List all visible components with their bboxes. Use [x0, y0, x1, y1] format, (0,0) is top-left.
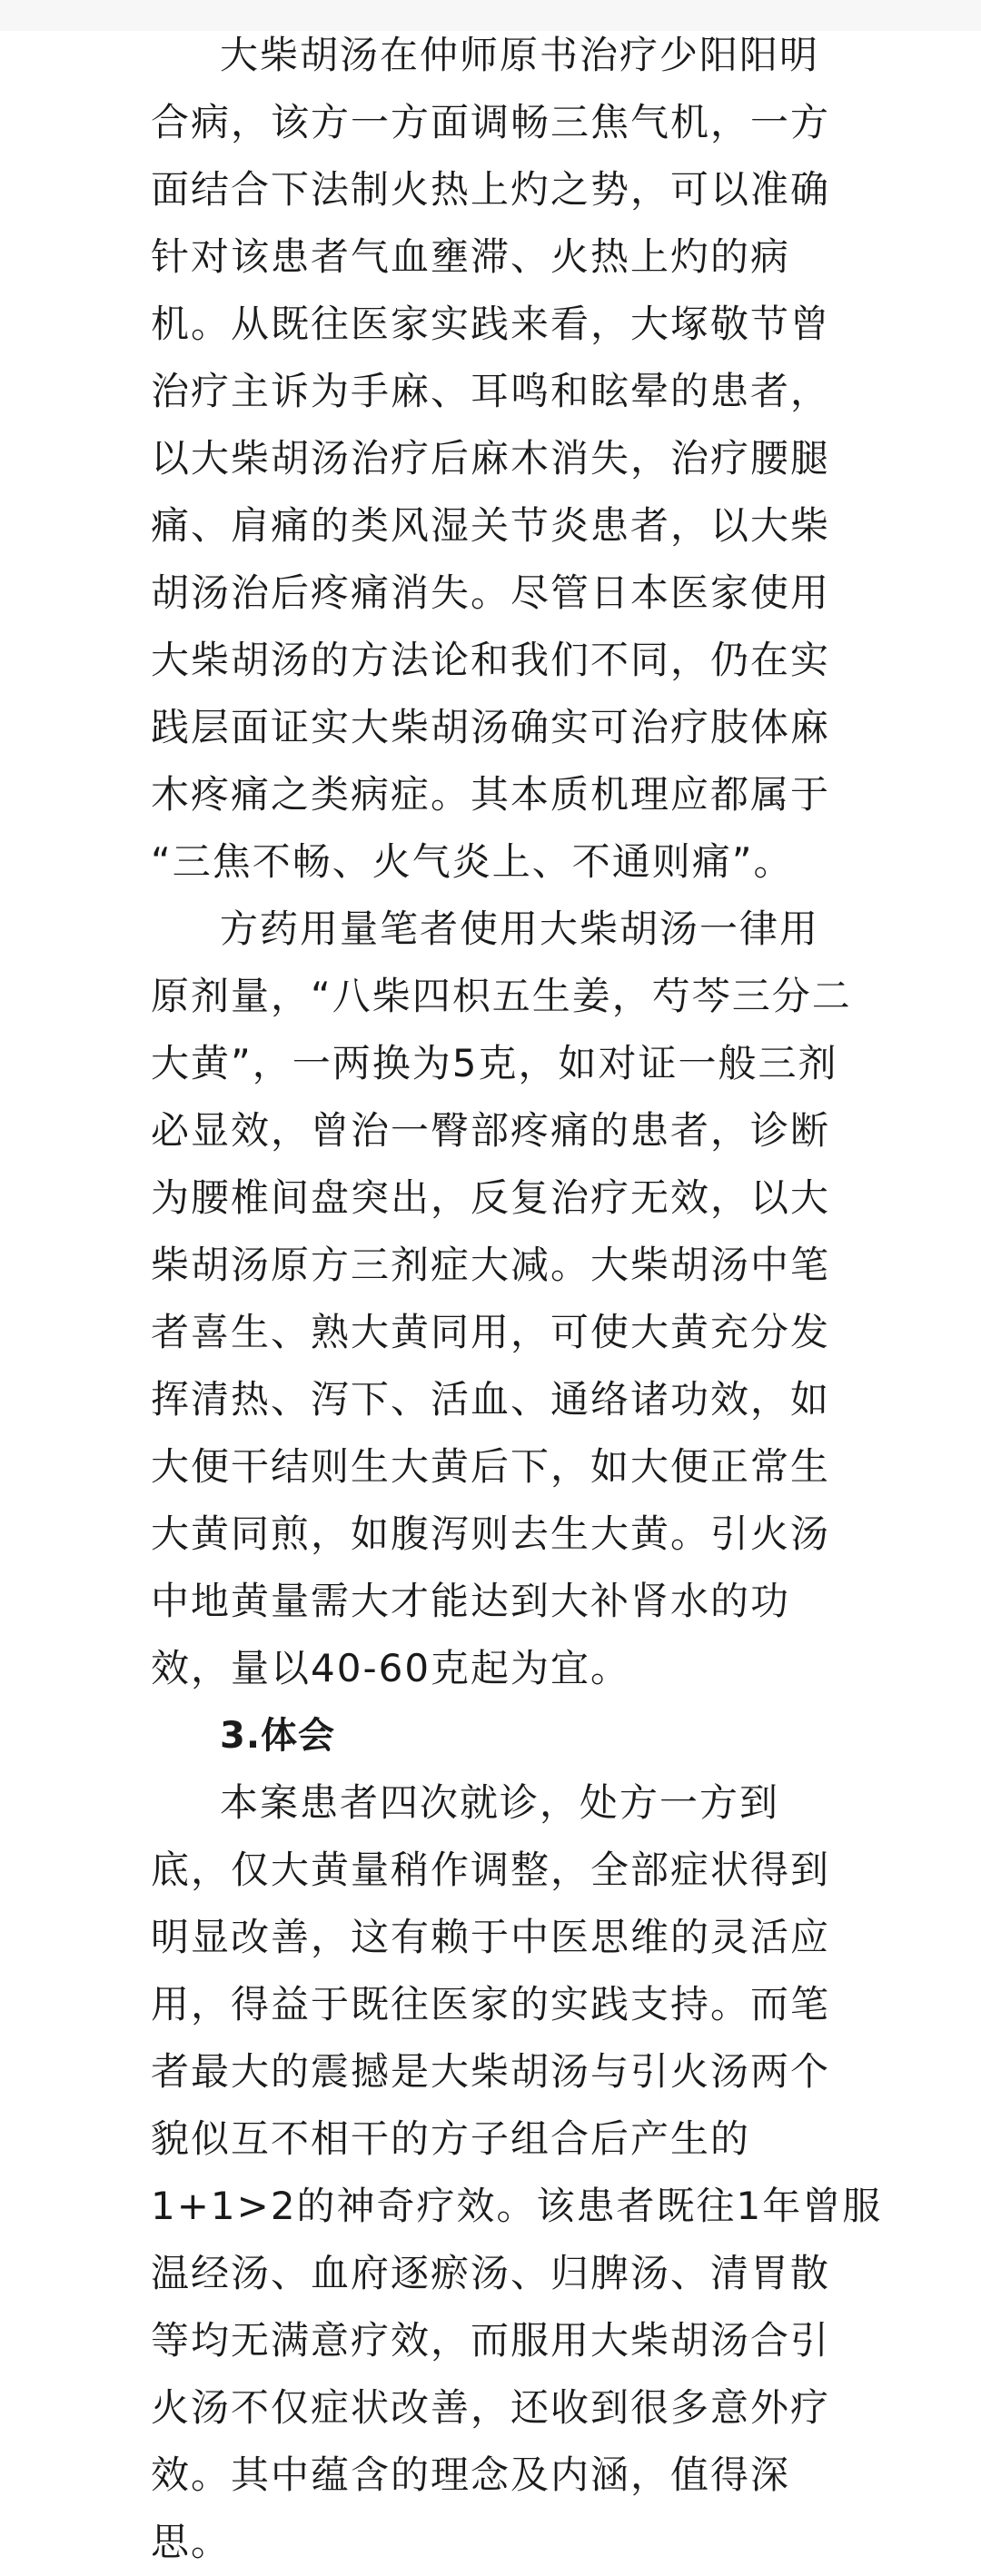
text-line: 木疼痛之类病症。其本质机理应都属于: [151, 772, 831, 817]
text-line: 针对该患者气血壅滞、火热上灼的病: [151, 234, 791, 279]
text-line: 用，得益于既往医家的实践支持。而笔: [151, 1982, 831, 2026]
text-line: 痛、肩痛的类风湿关节炎患者，以大柴: [151, 503, 831, 548]
text-line: 大黄”，一两换为5克，如对证一般三剂: [151, 1041, 838, 1085]
text-line: 温经汤、血府逐瘀汤、归脾汤、清胃散: [151, 2251, 831, 2295]
text-line: 效，量以40-60克起为宜。: [151, 1646, 631, 1690]
text-line: 明显改善，这有赖于中医思维的灵活应: [151, 1915, 831, 1959]
article-body: [151, 22, 883, 2576]
text-line: 挥清热、泻下、活血、通络诸功效，如: [151, 1377, 831, 1422]
text-line: 为腰椎间盘突出，反复治疗无效，以大: [151, 1175, 831, 1220]
text-line: 者最大的震撼是大柴胡汤与引火汤两个: [151, 2049, 831, 2094]
text-line: 方药用量笔者使用大柴胡汤一律用: [220, 907, 820, 951]
text-line: 机。从既往医家实践来看，大塚敬节曾: [151, 302, 831, 346]
text-line: 胡汤治后疼痛消失。尽管日本医家使用: [151, 570, 831, 615]
text-line: 必显效，曾治一臀部疼痛的患者，诊断: [151, 1108, 831, 1153]
text-line: 大便干结则生大黄后下，如大便正常生: [151, 1444, 831, 1489]
text-line: 治疗主诉为手麻、耳鸣和眩晕的患者，: [151, 369, 831, 413]
text-line: 大柴胡汤的方法论和我们不同，仍在实: [151, 638, 831, 682]
text-line: 以大柴胡汤治疗后麻木消失，治疗腰腿: [151, 436, 831, 481]
text-line: 柴胡汤原方三剂症大减。大柴胡汤中笔: [151, 1243, 831, 1287]
text-line: “三焦不畅、火气炎上、不通则痛”。: [151, 839, 794, 884]
text-line: 原剂量，“八柴四枳五生姜，芍芩三分二: [151, 974, 852, 1018]
text-line: 思。: [151, 2520, 232, 2564]
text-line: 面结合下法制火热上灼之势，可以准确: [151, 167, 831, 212]
text-line: 践层面证实大柴胡汤确实可治疗肢体麻: [151, 705, 831, 749]
text-line: 效。其中蕴含的理念及内涵，值得深: [151, 2452, 791, 2497]
text-line: 本案患者四次就诊，处方一方到: [220, 1780, 780, 1825]
text-line: 中地黄量需大才能达到大补肾水的功: [151, 1579, 791, 1623]
text-line: 大柴胡汤在仲师原书治疗少阳阳明: [220, 33, 820, 77]
text-line: 貌似互不相干的方子组合后产生的: [151, 2116, 751, 2161]
text-line: 等均无满意疗效，而服用大柴胡汤合引: [151, 2318, 831, 2363]
text-line: 合病，该方一方面调畅三焦气机，一方: [151, 100, 831, 144]
text-line: 底，仅大黄量稍作调整，全部症状得到: [151, 1848, 831, 1892]
text-line: 火汤不仅症状改善，还收到很多意外疗: [151, 2385, 831, 2430]
text-line: 1+1>2的神奇疗效。该患者既往1年曾服: [151, 2184, 883, 2228]
text-line: 者喜生、熟大黄同用，可使大黄充分发: [151, 1310, 831, 1354]
section-heading: 3.体会: [220, 1715, 336, 1757]
text-line: 大黄同煎，如腹泻则去生大黄。引火汤: [151, 1511, 831, 1556]
